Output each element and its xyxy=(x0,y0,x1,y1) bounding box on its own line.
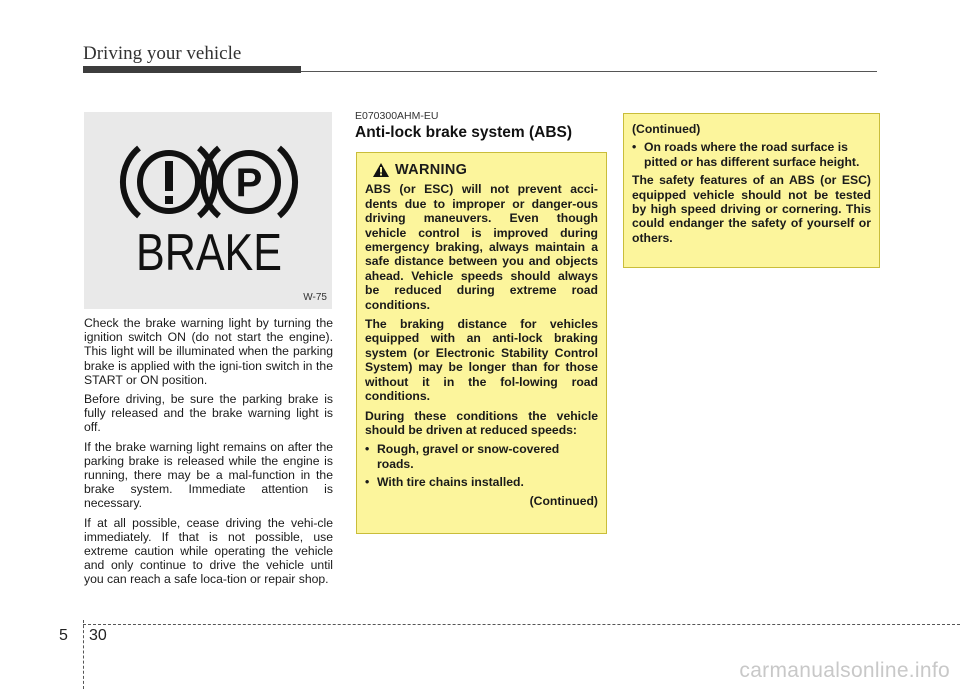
section-title: Anti-lock brake system (ABS) xyxy=(355,124,573,141)
warning-bullet: • On roads where the road surface is pitted or has different surface height. xyxy=(632,140,860,169)
warning-title: WARNING xyxy=(395,162,468,178)
warning-header xyxy=(373,163,598,177)
brake-warning-light-icon xyxy=(84,112,332,309)
paragraph: If the brake warning light remains on after the parking brake is released while the engine is running, there may be a mal-function in the brake system. Immediate attention is necessary. xyxy=(84,439,333,511)
paragraph: Check the brake warning light by turning the ignition switch ON (do not start the engine). This light will be illuminated when the parking brake is applied with the igni-tion switch in the START or ON position. xyxy=(84,316,333,387)
continued-label: (Continued) xyxy=(529,493,598,508)
paragraph: Before driving, be sure the parking brake is fully released and the brake warning light is off. xyxy=(84,392,333,435)
warning-bullet: • With tire chains installed. xyxy=(365,475,524,490)
left-column-text xyxy=(84,316,333,592)
continued-label: (Continued) xyxy=(632,122,701,136)
header-bar xyxy=(83,66,301,73)
footer-divider-horizontal xyxy=(83,624,960,625)
footer-page-number: 30 xyxy=(89,627,107,644)
header-rule xyxy=(301,71,877,72)
warning-paragraph: The braking distance for vehicles equipped with an anti-lock braking system (or Electronic Stability Control System) may be longer than for those without it in the fol-lowing road conditions. xyxy=(365,317,598,404)
brake-warning-figure xyxy=(84,112,332,309)
warning-continued-box xyxy=(623,113,880,268)
bullet-dot-icon: • xyxy=(632,140,637,155)
footer-section-number: 5 xyxy=(59,627,68,644)
warning-bullet: • Rough, gravel or snow-covered roads. xyxy=(365,442,560,471)
bullet-dot-icon: • xyxy=(365,442,370,457)
paragraph: If at all possible, cease driving the vehi-cle immediately. If that is not possible, use extreme caution while operating the vehicle and only continue to drive the vehicle until you can reach a safe loca-tion or repair shop. xyxy=(84,515,333,587)
bullet-dot-icon: • xyxy=(365,475,370,490)
watermark: carmanualsonline.info xyxy=(739,659,950,682)
warning-box xyxy=(356,152,607,534)
warning-triangle-icon xyxy=(373,163,389,177)
brake-label: BRAKE xyxy=(136,224,282,282)
figure-code: W-75 xyxy=(303,292,327,303)
section-code: E070300AHM-EU xyxy=(355,110,439,122)
page-header-title: Driving your vehicle xyxy=(83,43,242,64)
warning-paragraph: The safety features of an ABS (or ESC) equipped vehicle should not be tested by high speed driving or cornering. This could endanger the safety of yourself or others. xyxy=(632,173,871,245)
footer-divider-vertical xyxy=(83,620,84,689)
warning-paragraph: ABS (or ESC) will not prevent acci-dents due to improper or danger-ous driving maneuvers. Even though vehicle control is improved during emergency braking, always maintain a safe distance between you and objects ahead. Vehicle speeds should always be reduced during extreme road conditions. xyxy=(365,182,598,312)
warning-paragraph: During these conditions the vehicle should be driven at reduced speeds: xyxy=(365,408,598,437)
parking-p-letter: P xyxy=(235,161,263,205)
